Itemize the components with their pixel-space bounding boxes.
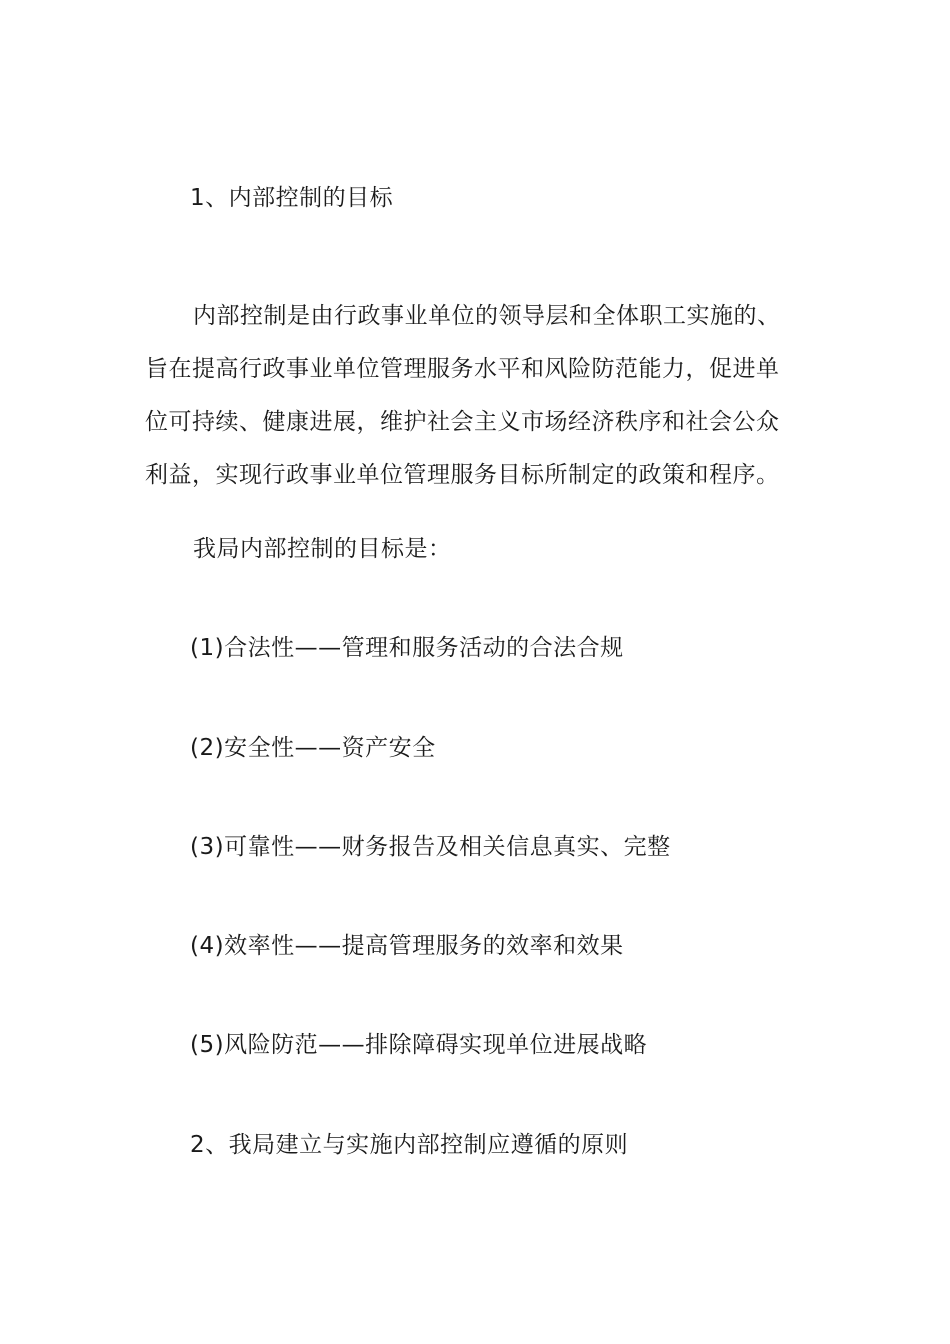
paragraph-line: 内部控制是由行政事业单位的领导层和全体职工实施的、 [193, 303, 781, 329]
objectives-intro: 我局内部控制的目标是： [193, 536, 452, 562]
objective-item: (4)效率性——提高管理服务的效率和效果 [190, 933, 624, 959]
section-heading-2: 2、我局建立与实施内部控制应遵循的原则 [190, 1132, 629, 1158]
paragraph-line: 旨在提高行政事业单位管理服务水平和风险防范能力，促进单 [145, 356, 780, 382]
section-heading-1: 1、内部控制的目标 [190, 185, 394, 211]
objective-item: (2)安全性——资产安全 [190, 735, 436, 761]
definition-paragraph [145, 290, 810, 502]
objective-item: (5)风险防范——排除障碍实现单位进展战略 [190, 1032, 648, 1058]
paragraph-line: 位可持续、健康进展，维护社会主义市场经济秩序和社会公众 [145, 409, 780, 435]
objective-item: (3)可靠性——财务报告及相关信息真实、完整 [190, 834, 671, 860]
paragraph-line: 利益，实现行政事业单位管理服务目标所制定的政策和程序。 [145, 462, 780, 488]
objective-item: (1)合法性——管理和服务活动的合法合规 [190, 635, 624, 661]
